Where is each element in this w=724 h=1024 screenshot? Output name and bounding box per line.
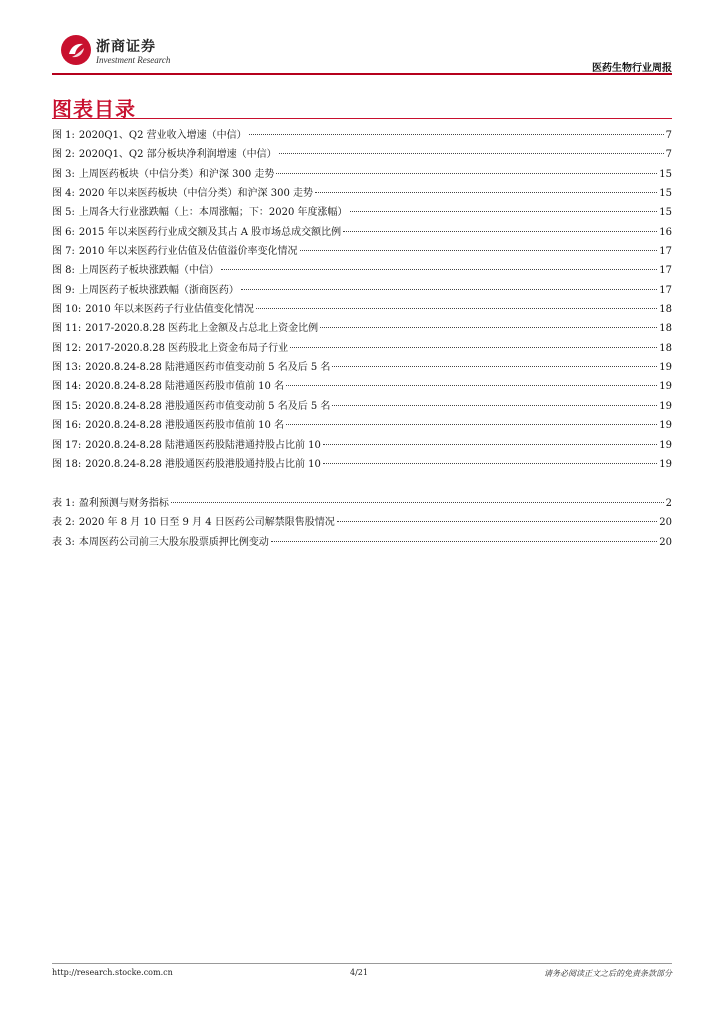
figure-entry-label: 图 3: xyxy=(52,168,75,180)
dot-leader xyxy=(279,153,664,154)
figure-entry-text: 2020.8.24-8.28 陆港通医药市值变动前 5 名及后 5 名 xyxy=(85,362,331,374)
table-entry-page: 20 xyxy=(659,517,672,529)
figure-entry-label: 图 1: xyxy=(52,130,75,141)
figure-entry-page: 18 xyxy=(659,342,672,354)
figure-entry-text: 上周医药子板块涨跌幅（中信） xyxy=(78,265,219,277)
table-entry-label: 表 1: xyxy=(52,498,75,509)
figure-entry[interactable] xyxy=(52,319,672,338)
table-entry-text: 盈利预测与财务指标 xyxy=(78,498,169,509)
figure-entry[interactable] xyxy=(52,300,672,319)
figure-entry-page: 15 xyxy=(659,188,672,200)
figure-entry-text: 上周医药子板块涨跌幅（浙商医药） xyxy=(78,284,239,296)
dot-leader xyxy=(221,269,657,270)
brand-name-en: Investment Research xyxy=(96,55,171,65)
figure-entry[interactable] xyxy=(52,223,672,242)
dot-leader xyxy=(256,308,657,309)
page-header xyxy=(52,32,672,76)
footer-disclaimer: 请务必阅读正文之后的免责条款部分 xyxy=(544,969,672,978)
figure-entry-page: 18 xyxy=(659,304,672,316)
figure-entry-page: 19 xyxy=(659,362,672,374)
figure-entry[interactable] xyxy=(52,455,672,474)
toc-title: 图表目录 xyxy=(52,97,136,121)
dot-leader xyxy=(332,405,657,406)
figure-entry-label: 图 16: xyxy=(52,420,82,432)
figure-entry[interactable] xyxy=(52,184,672,203)
figure-entry-text: 2020.8.24-8.28 港股通医药市值变动前 5 名及后 5 名 xyxy=(85,400,331,412)
figure-entry-text: 2020.8.24-8.28 陆港通医药股市值前 10 名 xyxy=(85,381,285,393)
figure-entry[interactable] xyxy=(52,339,672,358)
figure-entry[interactable] xyxy=(52,358,672,377)
figure-entry-text: 2015 年以来医药行业成交额及其占 A 股市场总成交额比例 xyxy=(78,226,342,238)
table-entry[interactable] xyxy=(52,494,672,513)
table-entry-label: 表 2: xyxy=(52,517,75,529)
figure-entry[interactable] xyxy=(52,416,672,435)
figure-entry-page: 19 xyxy=(659,400,672,412)
dot-leader xyxy=(320,327,657,328)
brand-name-cn: 浙商证券 xyxy=(96,39,156,55)
dot-leader xyxy=(323,444,657,445)
figure-entry-label: 图 7: xyxy=(52,246,75,258)
dot-leader xyxy=(337,521,657,522)
table-entry[interactable] xyxy=(52,533,672,552)
dot-leader xyxy=(290,347,657,348)
toc-title-divider xyxy=(52,118,672,119)
figure-entry-page: 19 xyxy=(659,439,672,451)
figure-entry-page: 19 xyxy=(659,458,672,470)
figure-entry-label: 图 14: xyxy=(52,381,82,393)
dot-leader xyxy=(323,463,657,464)
figure-entry-page: 19 xyxy=(659,420,672,432)
figure-entry-label: 图 18: xyxy=(52,458,82,470)
header-divider xyxy=(52,73,672,75)
tables-list xyxy=(52,494,672,552)
figure-entry-page: 18 xyxy=(659,323,672,335)
dot-leader xyxy=(171,502,664,503)
figure-entry-label: 图 15: xyxy=(52,400,82,412)
figure-entry-text: 2017-2020.8.28 医药股北上资金布局子行业 xyxy=(85,342,289,354)
dot-leader xyxy=(300,250,658,251)
figure-entry-text: 2020Q1、Q2 部分板块净利润增速（中信） xyxy=(78,149,277,161)
figure-entry-page: 15 xyxy=(659,168,672,180)
figure-entry[interactable] xyxy=(52,397,672,416)
figure-entry-page: 17 xyxy=(659,265,672,277)
figure-entry-text: 上周医药板块（中信分类）和沪深 300 走势 xyxy=(78,168,275,180)
table-entry-text: 2020 年 8 月 10 日至 9 月 4 日医药公司解禁限售股情况 xyxy=(78,517,335,529)
figure-entry-page: 16 xyxy=(659,226,672,238)
figure-entry-label: 图 6: xyxy=(52,226,75,238)
figure-entry[interactable] xyxy=(52,436,672,455)
figure-entry-text: 2010 年以来医药子行业估值变化情况 xyxy=(85,304,254,316)
figure-entry-page: 7 xyxy=(665,149,672,161)
dot-leader xyxy=(332,366,657,367)
figure-entry-label: 图 12: xyxy=(52,342,82,354)
figure-entry-label: 图 17: xyxy=(52,439,82,451)
figure-entry-label: 图 11: xyxy=(52,323,82,335)
dot-leader xyxy=(276,173,657,174)
figure-entry[interactable] xyxy=(52,377,672,396)
dot-leader xyxy=(249,134,664,135)
figure-entry-page: 15 xyxy=(659,207,672,219)
figure-entry-text: 2020 年以来医药板块（中信分类）和沪深 300 走势 xyxy=(78,188,313,200)
figure-entry[interactable] xyxy=(52,203,672,222)
table-entry-label: 表 3: xyxy=(52,536,75,548)
table-entry-page: 20 xyxy=(659,536,672,548)
footer-page-number: 4/21 xyxy=(350,968,368,977)
figures-list xyxy=(52,126,672,474)
dot-leader xyxy=(286,424,657,425)
figure-entry-label: 图 8: xyxy=(52,265,75,277)
figure-entry[interactable] xyxy=(52,165,672,184)
figure-entry[interactable] xyxy=(52,242,672,261)
figure-entry[interactable] xyxy=(52,281,672,300)
figure-entry-text: 2020.8.24-8.28 港股通医药股市值前 10 名 xyxy=(85,420,285,432)
table-entry-page: 2 xyxy=(665,498,672,509)
figure-entry[interactable] xyxy=(52,126,672,145)
figure-entry-label: 图 9: xyxy=(52,284,75,296)
dot-leader xyxy=(350,211,658,212)
figure-entry-label: 图 10: xyxy=(52,304,82,316)
figure-entry-text: 2010 年以来医药行业估值及估值溢价率变化情况 xyxy=(78,246,298,258)
figure-entry-label: 图 13: xyxy=(52,362,82,374)
dot-leader xyxy=(315,192,657,193)
figure-entry-label: 图 2: xyxy=(52,149,75,161)
figure-entry-text: 2020.8.24-8.28 港股通医药股港股通持股占比前 10 xyxy=(85,458,321,470)
figure-entry-label: 图 4: xyxy=(52,188,75,200)
figure-entry-label: 图 5: xyxy=(52,207,75,219)
zheshang-logo-icon xyxy=(60,34,92,66)
dot-leader xyxy=(286,385,657,386)
figure-entry-page: 17 xyxy=(659,284,672,296)
figure-entry[interactable] xyxy=(52,145,672,164)
table-entry-text: 本周医药公司前三大股东股票质押比例变动 xyxy=(78,536,269,548)
footer-url[interactable]: http://research.stocke.com.cn xyxy=(52,968,173,977)
dot-leader xyxy=(343,231,657,232)
report-type: 医药生物行业周报 xyxy=(592,63,672,74)
figure-entry[interactable] xyxy=(52,261,672,280)
figure-entry-text: 2017-2020.8.28 医药北上金额及占总北上资金比例 xyxy=(85,323,319,335)
figure-entry-text: 2020.8.24-8.28 陆港通医药股陆港通持股占比前 10 xyxy=(85,439,321,451)
figure-entry-text: 2020Q1、Q2 营业收入增速（中信） xyxy=(78,130,247,141)
figure-entry-page: 17 xyxy=(659,246,672,258)
table-entry[interactable] xyxy=(52,513,672,532)
dot-leader xyxy=(271,541,657,542)
dot-leader xyxy=(241,289,657,290)
figure-entry-text: 上周各大行业涨跌幅（上：本周涨幅；下：2020 年度涨幅） xyxy=(78,207,348,219)
footer-divider xyxy=(52,963,672,964)
figure-entry-page: 7 xyxy=(665,130,672,141)
figure-entry-page: 19 xyxy=(659,381,672,393)
